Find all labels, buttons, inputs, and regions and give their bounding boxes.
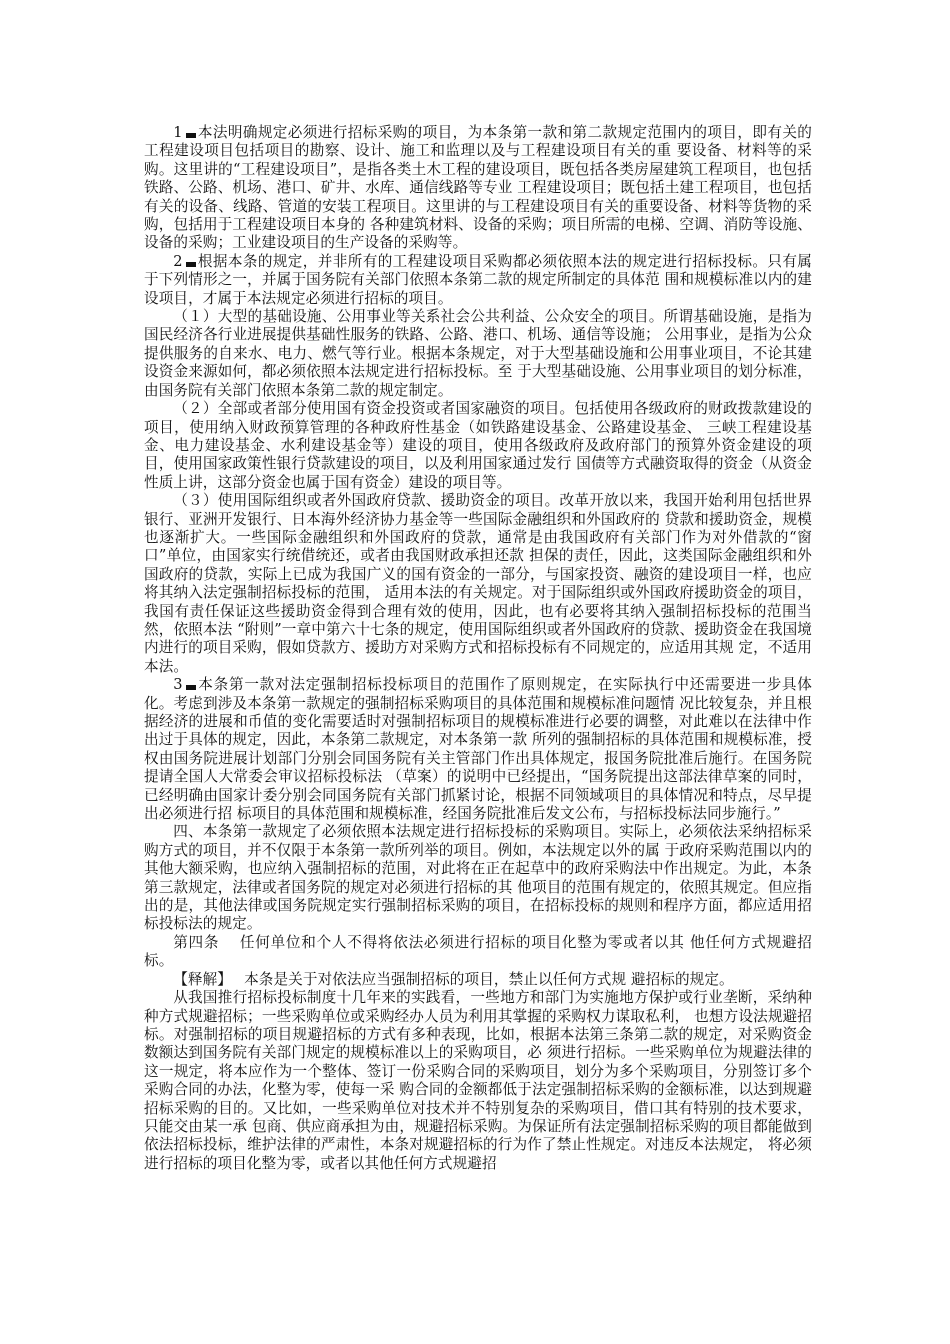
item-number: 1 [173,124,183,141]
dash-mark-icon [186,685,196,690]
interpretation-note [144,971,812,989]
paragraph-text: 从我国推行招标投标制度十几年来的实践看，一些地方和部门为实施地方保护或行业垄断，采纳种种方式规避招标；一些采购单位或采购经办人员为利用其掌握的采购权力谋取私利， 也想方设法规避招标。对强制招标的项目规避招标的方式有多种表现，比如，根据本法第三条第二款的规定，对采购资金数额达到国务院有关部门规定的规模标准以上的采购项目，必 须进行招标。一些采购单位为规避法律的这一规定，将本应作为一个整体、签订一份采购合同的采购项目，划分为多个采购项目，分别签订多个采购合同的办法，化整为零，使每一采 购合同的金额都低于法定强制招标采购的金额标准，以达到规避招标采购的目的。又比如，一些采购单位对技术并不特别复杂的采购项目，借口其有特别的技术要求，只能交由某一承 包商、供应商承担为由，规避招标采购。为保证所有法定强制招标采购的项目都能做到依法招标投标，维护法律的严肃性，本条对规避招标的行为作了禁止性规定。对违反本法规定， 将必须进行招标的项目化整为零，或者以其他任何方式规避招 [144,989,812,1172]
paragraph-sub-1 [144,308,812,400]
paragraph-text: 四、本条第一款规定了必须依照本法规定进行招标投标的采购项目。实际上，必须依法采纳招标采购方式的项目，并不仅限于本条第一款所列举的项目。例如，本法规定以外的属 于政府采购范围以内的其他大额采购，也应纳入强制招标的范围，对此将在正在起草中的政府采购法中作出规定。为此，本条第三款规定，法律或者国务院的规定对必须进行招标的其 他项目的范围有规定的，依照其规定。但应指出的是，其他法律或国务院规定实行强制招标采购的项目，在招标投标的规则和程序方面，都应适用招标投标法的规定。 [144,823,812,933]
paragraph-text: （３）使用国际组织或者外国政府贷款、援助资金的项目。改革开放以来，我国开始利用包括世界银行、亚洲开发银行、日本海外经济协力基金等一些国际金融组织和外国政府的 贷款和援助资金，规模也逐渐扩大。一些国际金融组织和外国政府的贷款，通常是由我国政府有关部门作为对外借款的“窗口”单位，由国家实行统借统还，或者由我国财政承担还款 担保的责任，因此，这类国际金融组织和外国政府的贷款，实际上已成为我国广义的国有资金的一部分，与国家投资、融资的建设项目一样，也应将其纳入法定强制招标投标的范围， 适用本法的有关规定。对于国际组织或外国政府援助资金的项目，我国有责任保证这些援助资金得到合理有效的使用，因此，也有必要将其纳入强制招标投标的范围当然，依照本法 “附则”一章中第六十七条的规定，使用国际组织或者外国政府的贷款、援助资金在我国境内进行的项目采购，假如贷款方、援助方对采购方式和招标投标有不同规定的，应适用其规 定，不适用本法。 [144,492,812,675]
paragraph-practice [144,989,812,1173]
dash-mark-icon [186,262,196,267]
paragraph-text: 本条第一款对法定强制招标投标项目的范围作了原则规定，在实际执行中还需要进一步具体化。考虑到涉及本条第一款规定的强制招标采购项目的具体范围和规模标准问题情 况比较复杂，并且根据经济的进展和币值的变化需要适时对强制招标项目的规模标准进行必要的调整，对此难以在法律中作出过于具体的规定，因此，本条第二款规定，对本条第一款 所列的强制招标的具体范围和规模标准，授权由国务院进展计划部门分别会同国务院有关主管部门作出具体规定，报国务院批准后施行。在国务院提请全国人大常委会审议招标投标法 （草案）的说明中已经提出，“国务院提出这部法律草案的同时，已经明确由国家计委分别会同国务院有关部门抓紧讨论，根据不同领域项目的具体情况和特点，尽早提出必须进行招 标项目的具体范围和规模标准，经国务院批准后发文公布，与招标投标法同步施行。” [144,676,812,823]
paragraph-item-1 [144,124,812,253]
document-body [144,124,812,1173]
note-text: 【释解】 本条是关于对依法应当强制招标的项目，禁止以任何方式规 避招标的规定。 [173,970,734,988]
paragraph-sub-3 [144,492,812,676]
paragraph-text: 根据本条的规定，并非所有的工程建设项目采购都必须依照本法的规定进行招标投标。只有属于下列情形之一，并属于国务院有关部门依照本条第二款的规定所制定的具体范 围和规模标准以内的建设项目，才属于本法规定必须进行招标的项目。 [144,252,812,307]
paragraph-item-2 [144,253,812,308]
paragraph-text: （１）大型的基础设施、公用事业等关系社会公共利益、公众安全的项目。所谓基础设施，是指为国民经济各行业进展提供基础性服务的铁路、公路、港口、机场、通信等设施； 公用事业，是指为公众提供服务的自来水、电力、燃气等行业。根据本条规定，对于大型基础设施和公用事业项目，不论其建设资金来源如何，都必须依照本法规定进行招标投标。至 于大型基础设施、公用事业项目的划分标准，由国务院有关部门依照本条第二款的规定制定。 [144,308,812,399]
item-number: 2 [173,252,183,270]
paragraph-sub-2 [144,400,812,492]
article-4-heading [144,934,812,971]
paragraph-section-4 [144,823,812,933]
paragraph-item-3 [144,676,812,823]
item-number: 3 [173,676,183,694]
dash-mark-icon [186,133,196,138]
paragraph-text: 本法明确规定必须进行招标采购的项目，为本条第一款和第二款规定范围内的项目，即有关的工程建设项目包括项目的勘察、设计、施工和监理以及与工程建设项目有关的重 要设备、材料等的采购。这里讲的“工程建设项目”，是指各类土木工程的建设项目，既包括各类房屋建筑工程项目，也包括铁路、公路、机场、港口、矿井、水库、通信线路等专业 工程建设项目；既包括土建工程项目，也包括有关的设备、线路、管道的安装工程项目。这里讲的与工程建设项目有关的重要设备、材料等货物的采购，包括用于工程建设项目本身的 各种建筑材料、设备的采购；项目所需的电梯、空调、消防等设施、设备的采购；工业建设项目的生产设备的采购等。 [144,124,812,252]
paragraph-text: （２）全部或者部分使用国有资金投资或者国家融资的项目。包括使用各级政府的财政拨款建设的项目，使用纳入财政预算管理的各种政府性基金（如铁路建设基金、公路建设基金、 三峡工程建设基金、电力建设基金、水利建设基金等）建设的项目，使用各级政府及政府部门的预算外资金建设的项目，使用国家政策性银行贷款建设的项目，以及利用国家通过发行 国债等方式融资取得的资金（从资金性质上讲，这部分资金也属于国有资金）建设的项目等。 [144,400,812,491]
article-text: 第四条 任何单位和个人不得将依法必须进行招标的项目化整为零或者以其 他任何方式规避招标。 [144,933,812,970]
